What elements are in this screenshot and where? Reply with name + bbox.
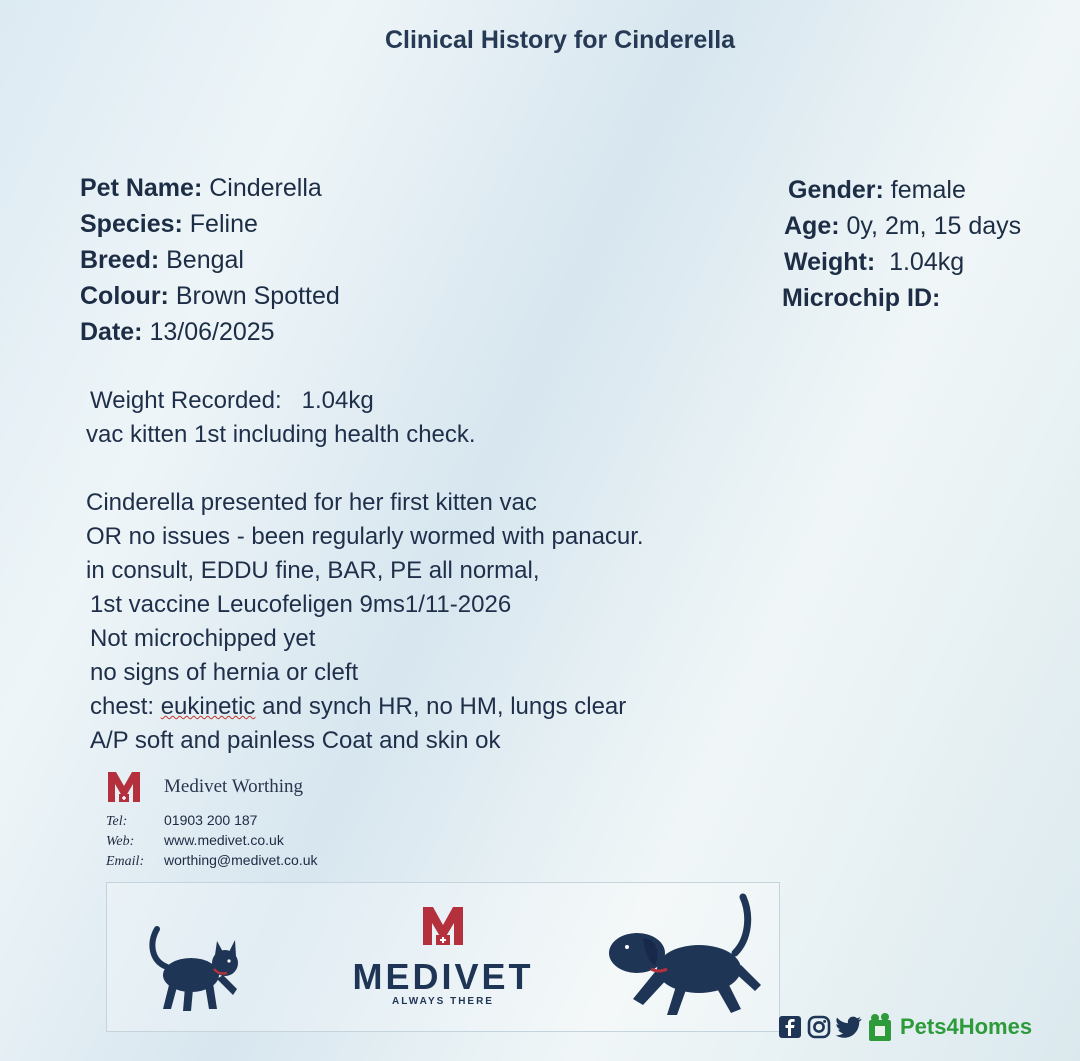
gender-label: Gender:: [788, 176, 884, 204]
gender-value: female: [883, 176, 966, 204]
medivet-tagline: ALWAYS THERE: [392, 996, 494, 1007]
pet-details-right: [782, 172, 1021, 316]
weight-recorded: Weight Recorded: 1.04kg: [90, 387, 374, 414]
clinic-name: Medivet Worthing: [164, 776, 304, 797]
facebook-icon: [778, 1015, 802, 1039]
medivet-wordmark: MEDIVET: [352, 956, 534, 997]
dog-illustration-icon: [603, 893, 763, 1019]
clinical-notes: [86, 384, 644, 758]
date-row: [80, 314, 340, 350]
date-label: Date:: [80, 318, 143, 346]
weight-row: [782, 244, 1021, 280]
instagram-icon: [807, 1015, 831, 1039]
microchip-label: Microchip ID:: [782, 284, 941, 312]
weight-label: Weight:: [784, 248, 876, 276]
cat-illustration-icon: [147, 923, 243, 1015]
pet-name-label: Pet Name:: [80, 174, 203, 202]
pet-name-value: Cinderella: [202, 174, 322, 202]
gender-row: [782, 172, 1021, 208]
breed-label: Breed:: [80, 246, 160, 274]
breed-row: [80, 242, 340, 278]
species-row: [80, 206, 340, 242]
clinic-tel-row: [106, 811, 318, 831]
microchip-row: [782, 280, 1021, 316]
age-row: [782, 208, 1021, 244]
twitter-icon: [836, 1016, 862, 1038]
tel-label: Tel:: [106, 814, 128, 829]
note-line: Cinderella presented for her first kitten vac: [86, 489, 537, 516]
email-value: worthing@medivet.co.uk: [164, 852, 318, 868]
spellcheck-word: eukinetic: [160, 693, 256, 720]
note-line: no signs of hernia or cleft: [90, 659, 359, 686]
page-title: Clinical History for Cinderella: [384, 26, 736, 54]
chest-suffix: and synch HR, no HM, lungs clear: [255, 693, 627, 720]
pets4homes-watermark: Pets4Homes: [900, 1014, 1033, 1039]
email-label: Email:: [106, 854, 145, 869]
note-line: A/P soft and painless Coat and skin ok: [90, 727, 501, 754]
note-line: 1st vaccine Leucofeligen 9ms1/11-2026: [90, 591, 512, 618]
web-label: Web:: [106, 834, 135, 849]
tel-value: 01903 200 187: [164, 812, 258, 828]
clinic-contact-table: [106, 811, 318, 871]
age-label: Age:: [784, 212, 840, 240]
species-value: Feline: [182, 210, 258, 238]
breed-value: Bengal: [159, 246, 244, 274]
pet-name-row: [80, 170, 340, 206]
chest-note-line: [86, 690, 644, 724]
weight-value: 1.04kg: [875, 248, 965, 276]
note-line: in consult, EDDU fine, BAR, PE all normal,: [86, 557, 540, 584]
note-line: Not microchipped yet: [90, 625, 316, 652]
colour-value: Brown Spotted: [168, 282, 340, 310]
colour-row: [80, 278, 340, 314]
medivet-brand: [343, 903, 543, 1007]
age-value: 0y, 2m, 15 days: [839, 212, 1022, 240]
clinic-email-row: [106, 851, 318, 871]
medivet-m-logo-icon: [420, 903, 466, 947]
chest-prefix: chest:: [90, 693, 161, 720]
pet-details-left: [80, 170, 340, 350]
pets4homes-logo-icon: [867, 1012, 893, 1042]
note-line: OR no issues - been regularly wormed with panacur.: [86, 523, 644, 550]
species-label: Species:: [80, 210, 183, 238]
web-value: www.medivet.co.uk: [164, 832, 284, 848]
clinic-web-row: [106, 831, 318, 851]
notes-spacer: [86, 452, 644, 486]
visit-reason: vac kitten 1st including health check.: [86, 421, 476, 448]
colour-label: Colour:: [80, 282, 169, 310]
medivet-m-logo-icon: [106, 768, 142, 804]
date-value: 13/06/2025: [142, 318, 275, 346]
social-watermark: [778, 1012, 1032, 1042]
medivet-banner: [106, 882, 780, 1032]
